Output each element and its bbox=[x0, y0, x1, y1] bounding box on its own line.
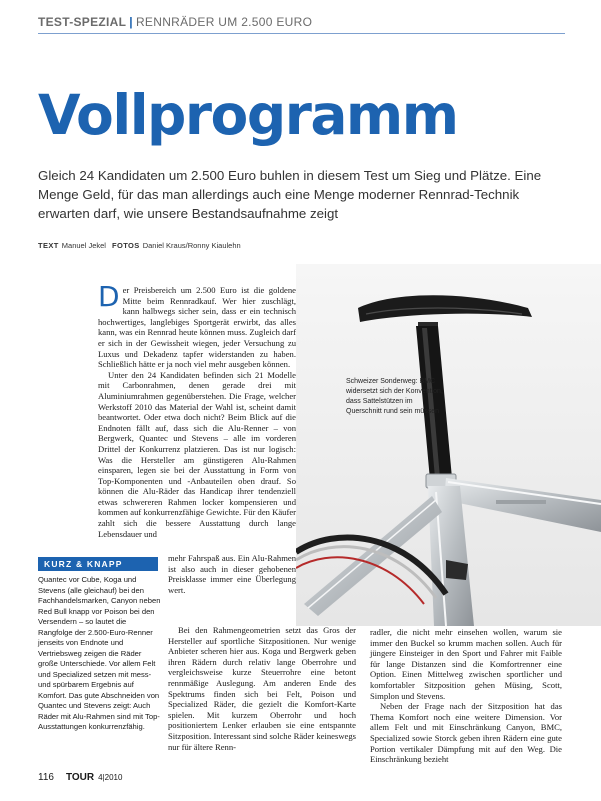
kicker-separator: | bbox=[129, 15, 133, 29]
sidebox-heading bbox=[38, 557, 158, 571]
bike-frame-photo bbox=[296, 264, 601, 626]
page-footer bbox=[38, 772, 122, 783]
issue-number: 4|2010 bbox=[98, 773, 123, 782]
page-number: 116 bbox=[38, 772, 54, 783]
article-paragraph-1: Der Preisbereich um 2.500 Euro ist die goldene Mitte beim Rennradkauf. Wer hier zuschlägt, kann halbwegs sicher sein, dass er ein technisch hochwertiges, langlebiges Sportgerät erwirbt, das alles kann, was ein Rennrad heute können muss. Zugleich darf er sich in der Gewissheit wiegen, jeder Versuchung zu Luxus und Dekadenz tapfer widerstanden zu haben. Schließlich hätte er ja noch viel mehr ausgeben können. bbox=[98, 280, 296, 370]
drop-cap: D bbox=[98, 280, 120, 313]
section-kicker bbox=[38, 15, 312, 29]
sidebox-heading-label: KURZ & KNAPP bbox=[44, 559, 123, 569]
article-lead: Gleich 24 Kandidaten um 2.500 Euro buhlen in diesem Test um Sieg und Plätze. Eine Menge Geld, für das man allerdings auch eine Menge moderner Rennrad-Technik erwarten darf, wie unsere Bestandsaufnahme zeigt bbox=[38, 168, 542, 221]
sidebox-text: Quantec vor Cube, Koga und Stevens (alle gleichauf) bei den Fachhandelsmarken, Canyon neben Red Bull knapp vor Poison bei den Versendern – so lautet die Rangfolge der 2.500-Euro-Renner jenseits von Endnote und Vertriebsweg zeigen die Räder große Unterschiede. Vor allem Felt und Specialized setzen mit mess- und spürbarem Ergebnis auf Komfort. Das gute Abschneiden von Quantec und Stevens zeigt: Auch Räder mit Alu-Rahmen sind mit Top-Ausstattungen konkurrenzfähig. bbox=[38, 575, 161, 731]
article-column-1 bbox=[98, 280, 296, 539]
article-column-3 bbox=[370, 627, 562, 765]
article-paragraph-4: radler, die nicht mehr einsehen wollen, warum sie immer den Buckel so krumm machen sollen. Auch für jüngere Einsteiger in den Sport und Fahrer mit Faible für lange Distanzen sind die Komfortrenner eine Option. Einen Mittelweg zwischen sportlicher und komfortabler Sitzposition gehen Müsing, Scott, Simplon und Stevens. bbox=[370, 627, 562, 701]
section-label: TEST-SPEZIAL bbox=[38, 15, 127, 29]
section-topic: RENNRÄDER UM 2.500 EURO bbox=[135, 15, 313, 29]
article-paragraph-3: Bei den Rahmengeometrien setzt das Gros der Hersteller auf sportliche Sitzpositionen. Nur wenige Anbieter scheren hier aus. Koga und Bergwerk geben ihren Rädern durch relativ lange Oberrohre und vergleichsweise kurze Steuerrohre eine betont rennmäßige Auslegung. Am anderen Ende des Spektrums finden sich bei Felt, Poison und Specialized Räder, die gezielt die Komfort-Karte spielen. Mit kurzem Oberrohr und hoch positioniertem Lenker erlauben sie eine entspannte Sitzposition. Interessant sind solche Räder keineswegs nur für ältere Renn- bbox=[168, 625, 356, 752]
bike-illustration bbox=[296, 264, 601, 626]
text-credit-label: TEXT bbox=[38, 241, 59, 250]
article-column-2 bbox=[168, 625, 356, 752]
article-paragraph-2-end: mehr Fahrspaß aus. Ein Alu-Rahmen ist also auch in dieser gehobenen Preisklasse immer eine Überlegung wert. bbox=[168, 553, 296, 595]
magazine-name: TOUR bbox=[65, 772, 95, 783]
article-column-1-continued bbox=[168, 553, 296, 595]
article-credits bbox=[38, 241, 241, 250]
photo-credit-label: FOTOS bbox=[111, 241, 140, 250]
photo-caption: Schweizer Sonderweg: BMC widersetzt sich der Konvention, dass Sattelstützen im Querschnitt rund sein müssen bbox=[346, 378, 443, 415]
article-paragraph-5: Neben der Frage nach der Sitzposition hat das Thema Komfort noch eine weitere Dimension. Vor allem Felt und mit Einschränkung Canyon, BMC, Specialized sowie Storck geben ihren Rädern eine gute Portion vertikaler Dämpfung mit auf den Weg. Die Einschränkung bezieht bbox=[370, 701, 562, 765]
article-paragraph-2: Unter den 24 Kandidaten befinden sich 21 Modelle mit Carbonrahmen, denen gerade drei mit Aluminiumrahmen gegenüberstehen. Die Frage, welcher Werkstoff 2010 das Material der Wahl ist, scheint damit beantwortet. Oder etwa doch nicht? Beim Blick auf die Endnoten fällt auf, dass sich die Alu-Renner – von Bergwerk, Quantec und Stevens – alle im vorderen Drittel der Konkurrenz platzieren. Das ist nur logisch: Was die Hersteller am günstigeren Alu-Rahmen einsparen, legen sie bei der Ausstattung in Form von Top-Komponenten und -Anbauteilen oben drauf. So können die Alu-Räder das Handicap ihrer tendenziell etwas schwereren Rahmen locker kompensieren und kommen auf konkurrenzfähige Gewichte. Für den Käufer zahlt sich die bessere Ausstattung durch lange Lebensdauer und bbox=[98, 369, 296, 539]
article-title: Vollprogramm bbox=[38, 83, 458, 147]
text-credit-author: Manuel Jekel bbox=[61, 241, 106, 250]
header-rule bbox=[38, 33, 565, 34]
photo-credit-authors: Daniel Kraus/Ronny Kiaulehn bbox=[142, 241, 241, 250]
